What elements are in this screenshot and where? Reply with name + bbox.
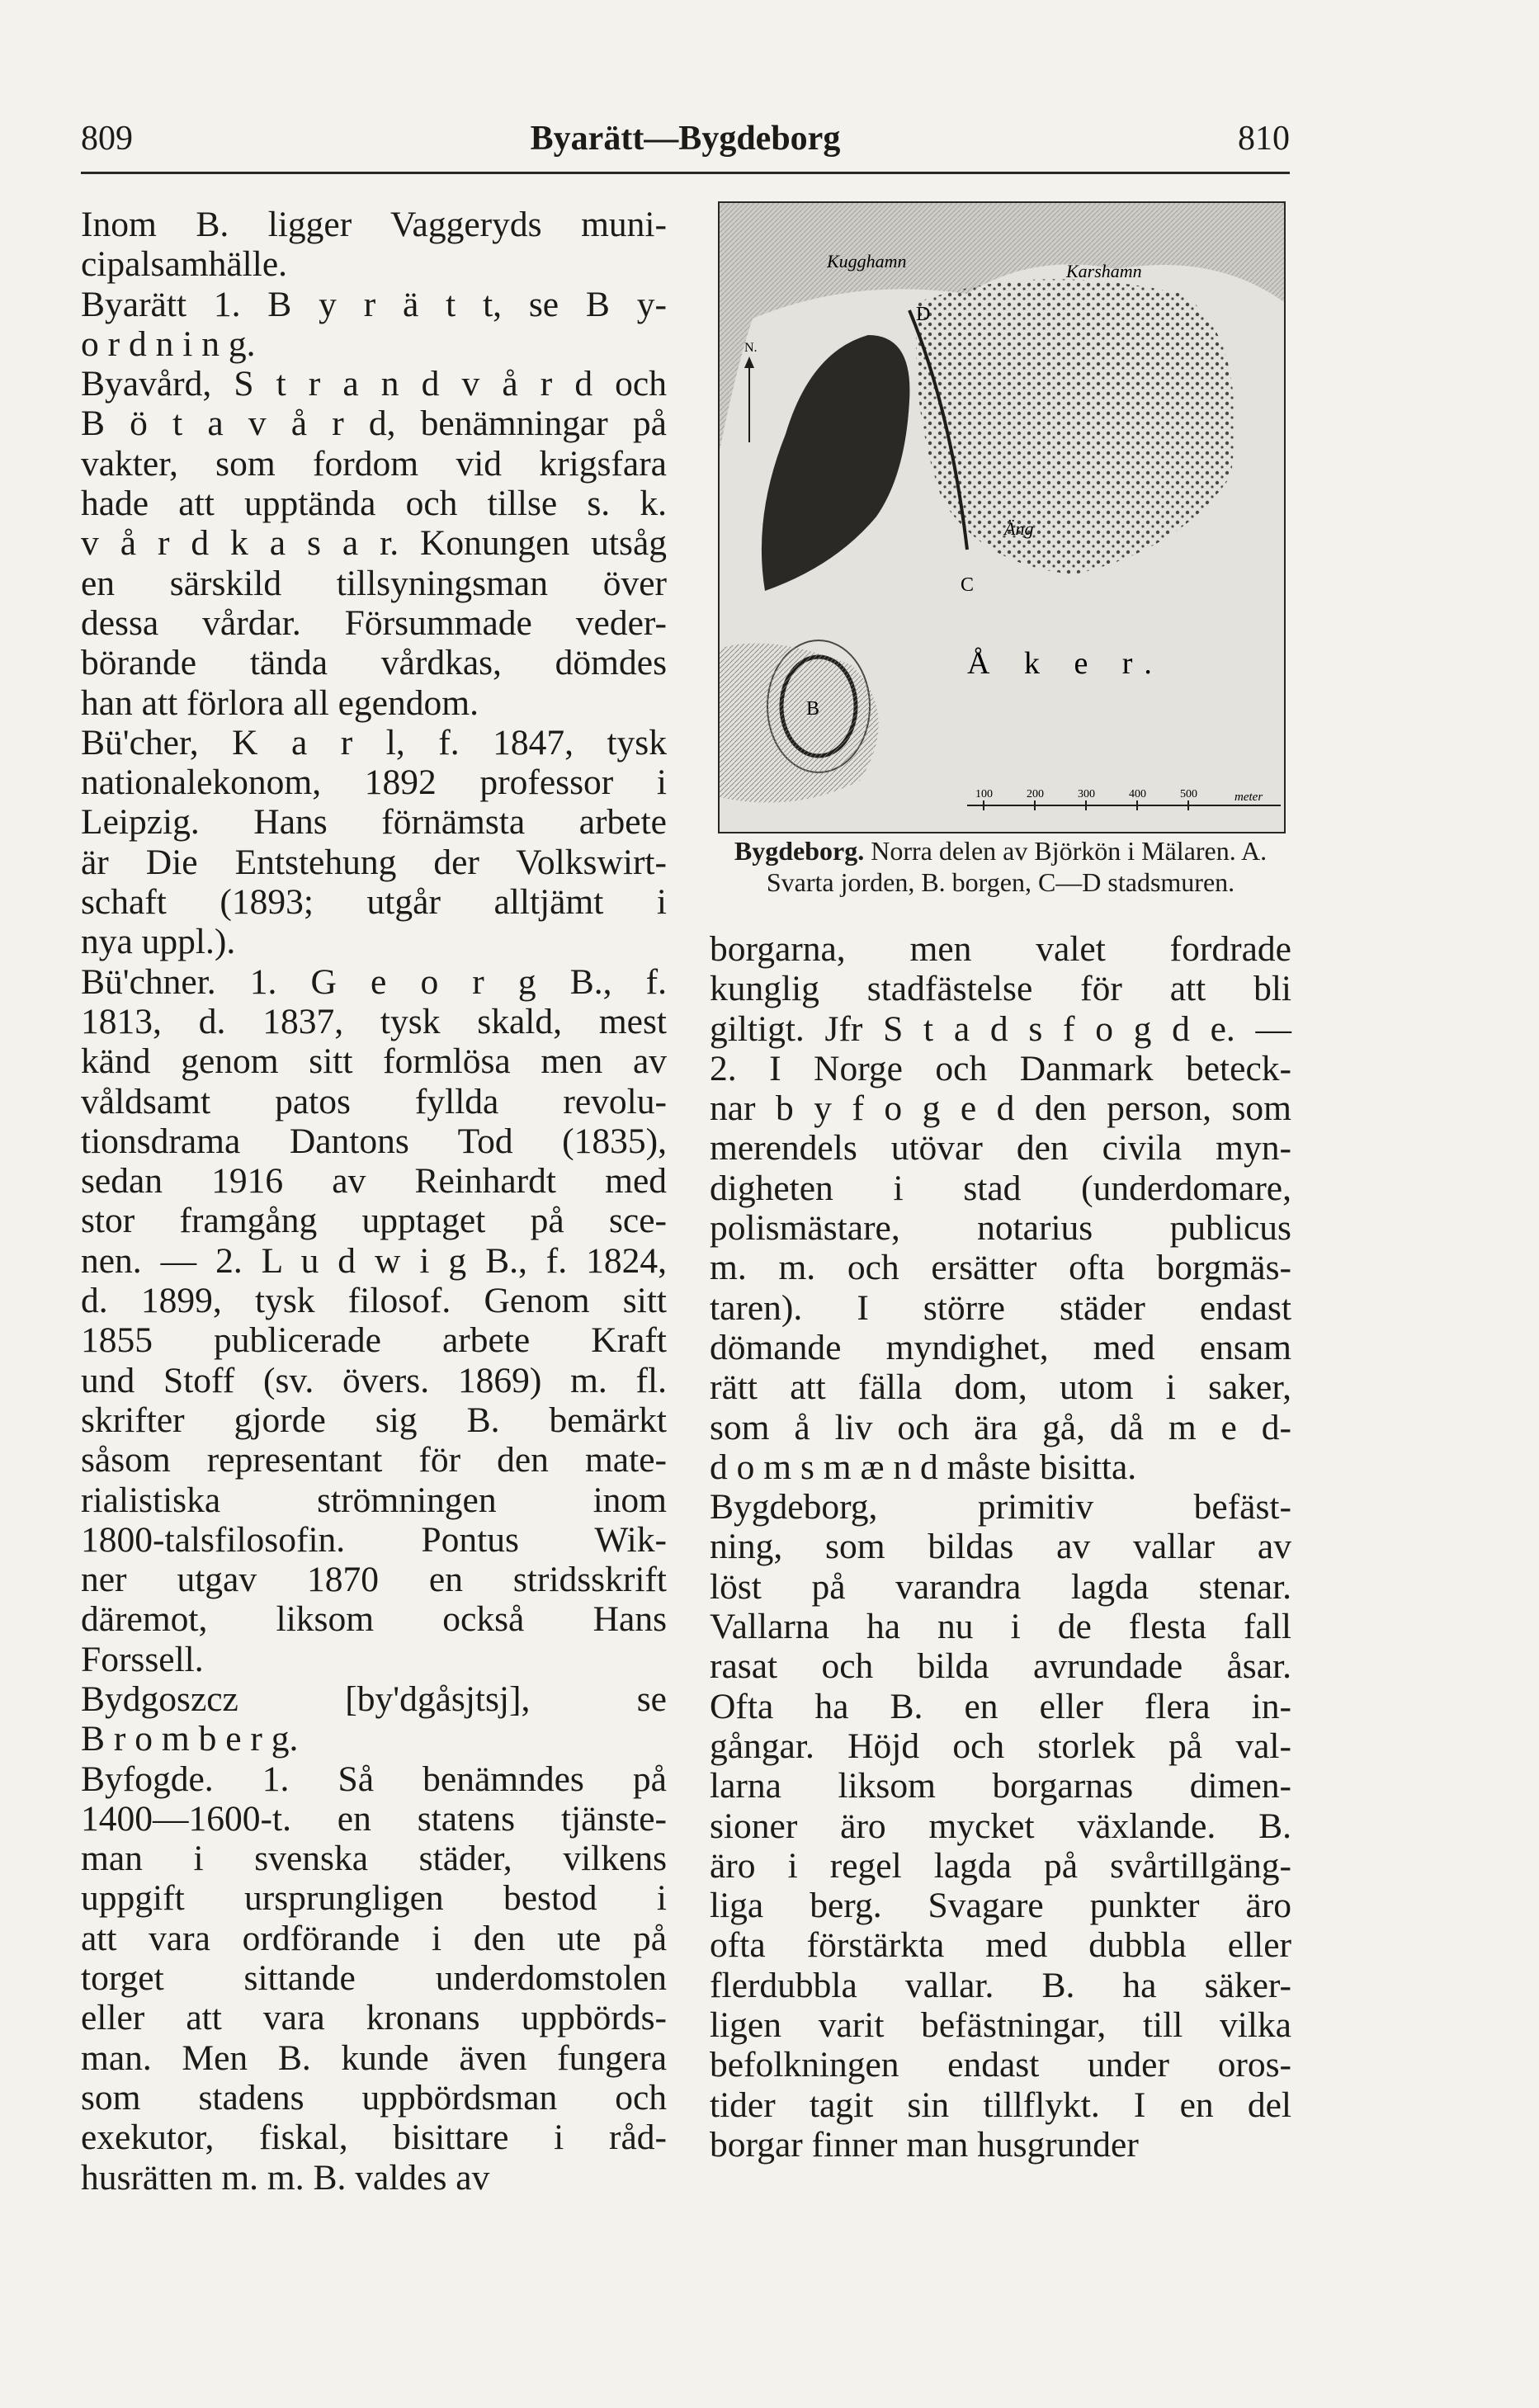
scale-tick-label: 200: [1027, 788, 1044, 800]
text-line: stor framgång upptaget på sce-: [81, 1201, 667, 1241]
text-line: gångar. Höjd och storlek på val-: [710, 1726, 1291, 1766]
text-line: und Stoff (sv. övers. 1869) m. fl.: [81, 1360, 667, 1400]
label-kugghamn: Kugghamn: [827, 251, 907, 271]
text-line: eller att vara kronans uppbörds-: [81, 1998, 667, 2038]
left-column: [81, 205, 667, 2198]
text-line: nen. — 2. L u d w i g B., f. 1824,: [81, 1240, 667, 1281]
text-line: v å r d k a s a r. Konungen utsåg: [81, 523, 667, 564]
text-line: löst på varandra lagda stenar.: [710, 1566, 1291, 1607]
text-line: däremot, liksom också Hans: [81, 1599, 667, 1640]
text-line: börande tända vårdkas, dömdes: [81, 643, 667, 683]
text-line: dessa vårdar. Försummade veder-: [81, 602, 667, 643]
text-line: vakter, som fordom vid krigsfara: [81, 443, 667, 484]
text-line: 1855 publicerade arbete Kraft: [81, 1320, 667, 1361]
text-line: ofta förstärkta med dubbla eller: [710, 1925, 1291, 1966]
text-line: Bydgoszcz [by'dgåsjtsj], se: [81, 1679, 667, 1719]
text-line: o r d n i n g.: [81, 323, 256, 364]
scale-tick-label: 300: [1078, 788, 1095, 800]
text-line: 1800-talsfilosofin. Pontus Wik-: [81, 1519, 667, 1560]
text-line: Byarätt 1. B y r ä t t, se B y-: [81, 284, 667, 324]
text-line: husrätten m. m. B. valdes av: [81, 2157, 490, 2198]
scale-tick-label: 400: [1129, 788, 1146, 800]
label-a: A: [876, 533, 891, 555]
text-line: larna liksom borgarnas dimen-: [710, 1766, 1291, 1806]
text-line: Vallarna ha nu i de flesta fall: [710, 1607, 1291, 1647]
north-label: N.: [744, 341, 758, 355]
text-line: befolkningen endast under oros-: [710, 2045, 1291, 2085]
text-line: sioner äro mycket växlande. B.: [710, 1806, 1291, 1846]
scale-unit: meter: [1235, 791, 1263, 804]
text-line: Bü'cher, K a r l, f. 1847, tysk: [81, 722, 667, 763]
text-line: hade att upptända och tillse s. k.: [81, 484, 667, 524]
text-line: nar b y f o g e d den person, som: [710, 1088, 1291, 1129]
text-line: som stadens uppbördsman och: [81, 2077, 667, 2118]
text-line: m. m. och ersätter ofta borgmäs-: [710, 1248, 1291, 1288]
label-aker: Å k e r.: [967, 646, 1165, 681]
text-line: 2. I Norge och Danmark beteck-: [710, 1048, 1291, 1088]
map-illustration: [720, 203, 1284, 832]
text-line: Byavård, S t r a n d v å r d och: [81, 364, 667, 404]
text-line: Byfogde. 1. Så benämndes på: [81, 1759, 667, 1799]
text-line: schaft (1893; utgår alltjämt i: [81, 882, 667, 923]
label-c: C: [961, 574, 975, 596]
text-line: uppgift ursprungligen bestod i: [81, 1878, 667, 1919]
text-line: Inom B. ligger Vaggeryds muni-: [81, 205, 667, 244]
text-line: kunglig stadfästelse för att bli: [710, 969, 1291, 1009]
text-line: d. 1899, tysk filosof. Genom sitt: [81, 1281, 667, 1321]
text-line: Ofta ha B. en eller flera in-: [710, 1686, 1291, 1726]
text-line: Bygdeborg, primitiv befäst-: [710, 1487, 1291, 1527]
text-line: Forssell.: [81, 1639, 204, 1679]
text-line: flerdubbla vallar. B. ha säker-: [710, 1965, 1291, 2005]
text-line: rasat och bilda avrundade åsar.: [710, 1646, 1291, 1687]
label-d: D: [916, 304, 931, 325]
text-line: nationalekonom, 1892 professor i: [81, 763, 667, 803]
label-ang: Äng: [1004, 518, 1034, 539]
text-line: tider tagit sin tillflykt. I en del: [710, 2085, 1291, 2125]
page-header: [81, 114, 1290, 172]
caption-text: Norra delen av Björkön i Mälaren. A. Svarta jorden, B. borgen, C—D stadsmuren.: [766, 836, 1268, 897]
page-number-left: 809: [81, 120, 133, 158]
text-line: är Die Entstehung der Volkswirt-: [81, 842, 667, 882]
text-line: borgar finner man husgrunder: [710, 2124, 1139, 2165]
text-line: 1813, d. 1837, tysk skald, mest: [81, 1001, 667, 1041]
page-number-right: 810: [1238, 120, 1290, 158]
text-line: borgarna, men valet fordrade: [710, 929, 1291, 969]
text-line: giltigt. Jfr S t a d s f o g d e. —: [710, 1008, 1291, 1049]
text-line: tionsdrama Dantons Tod (1835),: [81, 1121, 667, 1161]
text-line: sedan 1916 av Reinhardt med: [81, 1161, 667, 1202]
text-line: B ö t a v å r d, benämningar på: [81, 404, 667, 444]
text-line: äro i regel lagda på svårtillgäng-: [710, 1845, 1291, 1886]
figure-caption: [710, 835, 1291, 898]
text-line: torget sittande underdomstolen: [81, 1958, 667, 1999]
text-line: B r o m b e r g.: [81, 1719, 299, 1759]
text-line: rätt att fälla dom, utom i saker,: [710, 1367, 1291, 1408]
text-line: Bü'chner. 1. G e o r g B., f.: [81, 961, 667, 1002]
text-line: man i svenska städer, vilkens: [81, 1839, 667, 1879]
running-title: Byarätt—Bygdeborg: [530, 120, 841, 158]
label-karshamn: Karshamn: [1066, 261, 1142, 281]
text-line: han att förlora all egendom.: [81, 682, 479, 723]
text-line: liga berg. Svagare punkter äro: [710, 1886, 1291, 1926]
text-line: 1400—1600-t. en statens tjänste-: [81, 1798, 667, 1839]
text-line: rialistiska strömningen inom: [81, 1480, 667, 1520]
text-line: ning, som bildas av vallar av: [710, 1527, 1291, 1567]
text-line: merendels utövar den civila myn-: [710, 1128, 1291, 1169]
text-line: dömande myndighet, med ensam: [710, 1327, 1291, 1367]
scale-tick-label: 100: [975, 788, 993, 800]
caption-title: Bygdeborg.: [734, 836, 865, 866]
text-line: polismästare, notarius publicus: [710, 1208, 1291, 1249]
label-b: B: [806, 698, 820, 720]
text-line: våldsamt patos fyllda revolu-: [81, 1081, 667, 1121]
text-line: skrifter gjorde sig B. bemärkt: [81, 1400, 667, 1440]
text-line: ner utgav 1870 en stridsskrift: [81, 1560, 667, 1600]
text-line: en särskild tillsyningsman över: [81, 563, 667, 603]
text-line: känd genom sitt formlösa men av: [81, 1041, 667, 1082]
text-line: exekutor, fiskal, bisittare i råd-: [81, 2118, 667, 2158]
text-line: man. Men B. kunde även fungera: [81, 2037, 667, 2078]
text-line: nya uppl.).: [81, 922, 236, 962]
text-line: som å liv och ära gå, då m e d-: [710, 1407, 1291, 1447]
text-line: digheten i stad (underdomare,: [710, 1168, 1291, 1208]
scale-tick-label: 500: [1180, 788, 1197, 800]
text-line: ligen varit befästningar, till vilka: [710, 2005, 1291, 2046]
text-line: cipalsamhälle.: [81, 244, 288, 285]
text-line: Leipzig. Hans förnämsta arbete: [81, 802, 667, 843]
text-line: taren). I större städer endast: [710, 1287, 1291, 1328]
text-line: d o m s m æ n d måste bisitta.: [710, 1447, 1137, 1487]
map-figure: [718, 201, 1286, 833]
right-column: [710, 929, 1291, 2165]
text-line: att vara ordförande i den ute på: [81, 1918, 667, 1958]
header-rule: [81, 172, 1290, 174]
text-line: såsom representant för den mate-: [81, 1440, 667, 1480]
